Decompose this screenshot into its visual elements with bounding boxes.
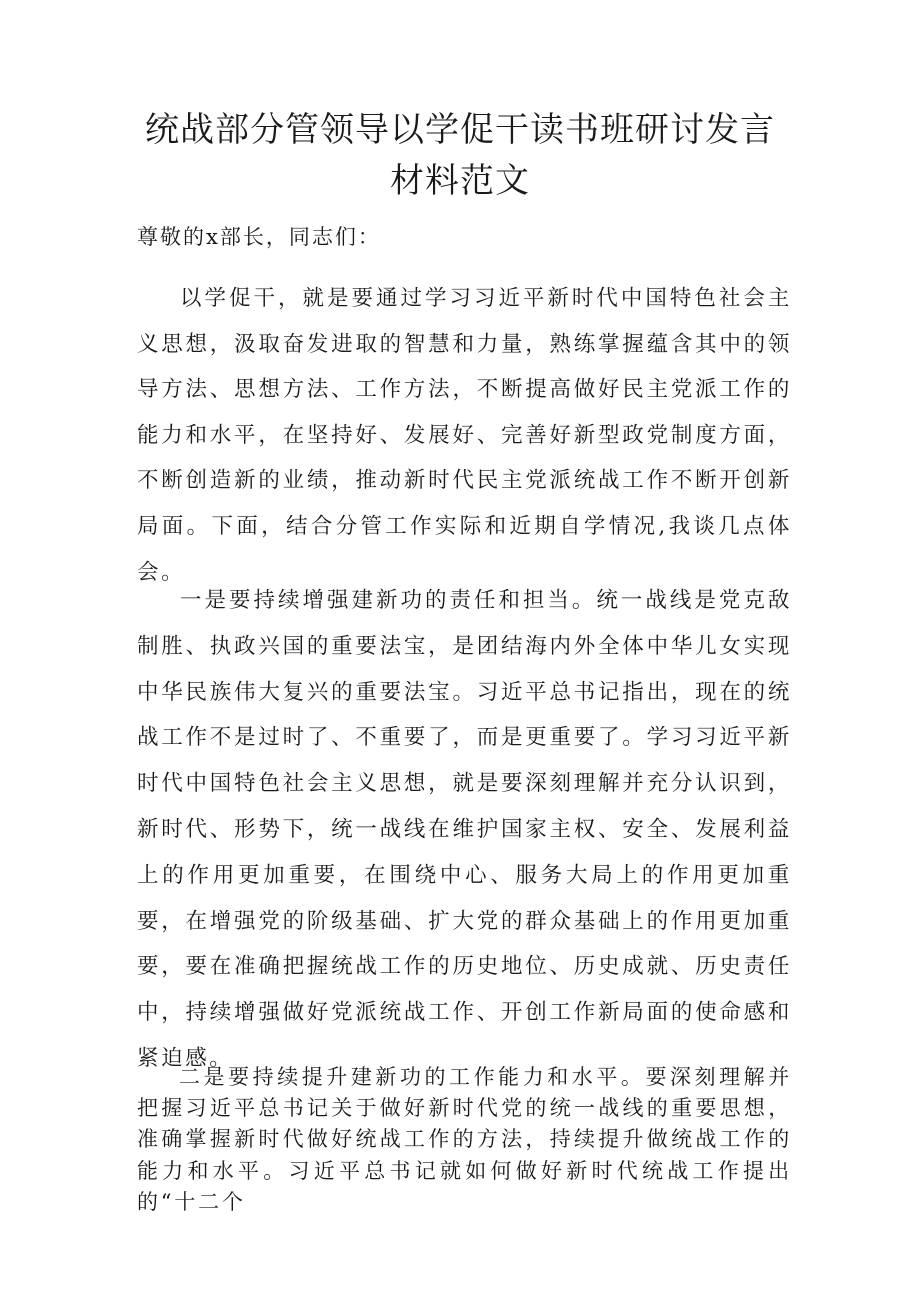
document-title-line-1: 统战部分管领导以学促干读书班研讨发言 (145, 110, 775, 150)
document-title-line-2: 材料范文 (390, 161, 530, 201)
paragraph-3: 二是要持续提升建新功的工作能力和水平。要深刻理解并把握习近平总书记关于做好新时代党的统一战线的重要思想，准确掌握新时代做好统战工作的方法，持续提升做统战工作的能力和水平。习近平总书记就如何做好新时代统战工作提出的“十二个 (137, 1065, 792, 1214)
salutation: 尊敬的x部长，同志们： (137, 225, 381, 249)
paragraph-2: 一是要持续增强建新功的责任和担当。统一战线是党克敌制胜、执政兴国的重要法宝，是团结海内外全体中华儿女实现中华民族伟大复兴的重要法宝。习近平总书记指出，现在的统战工作不是过时了、不重要了，而是更重要了。学习习近平新时代中国特色社会主义思想，就是要深刻理解并充分认识到，新时代、形势下，统一战线在维护国家主权、安全、发展利益上的作用更加重要，在围绕中心、服务大局上的作用更加重要，在增强党的阶级基础、扩大党的群众基础上的作用更加重要，要在准确把握统战工作的历史地位、历史成就、历史责任中，持续增强做好党派统战工作、开创工作新局面的使命感和紧迫感。 (137, 588, 792, 1071)
paragraph-1: 以学促干，就是要通过学习习近平新时代中国特色社会主义思想，汲取奋发进取的智慧和力量，熟练掌握蕴含其中的领导方法、思想方法、工作方法，不断提高做好民主党派工作的能力和水平，在坚持好、发展好、完善好新型政党制度方面，不断创造新的业绩，推动新时代民主党派统战工作不断开创新局面。下面，结合分管工作实际和近期自学情况,我谈几点体会。 (137, 286, 792, 585)
